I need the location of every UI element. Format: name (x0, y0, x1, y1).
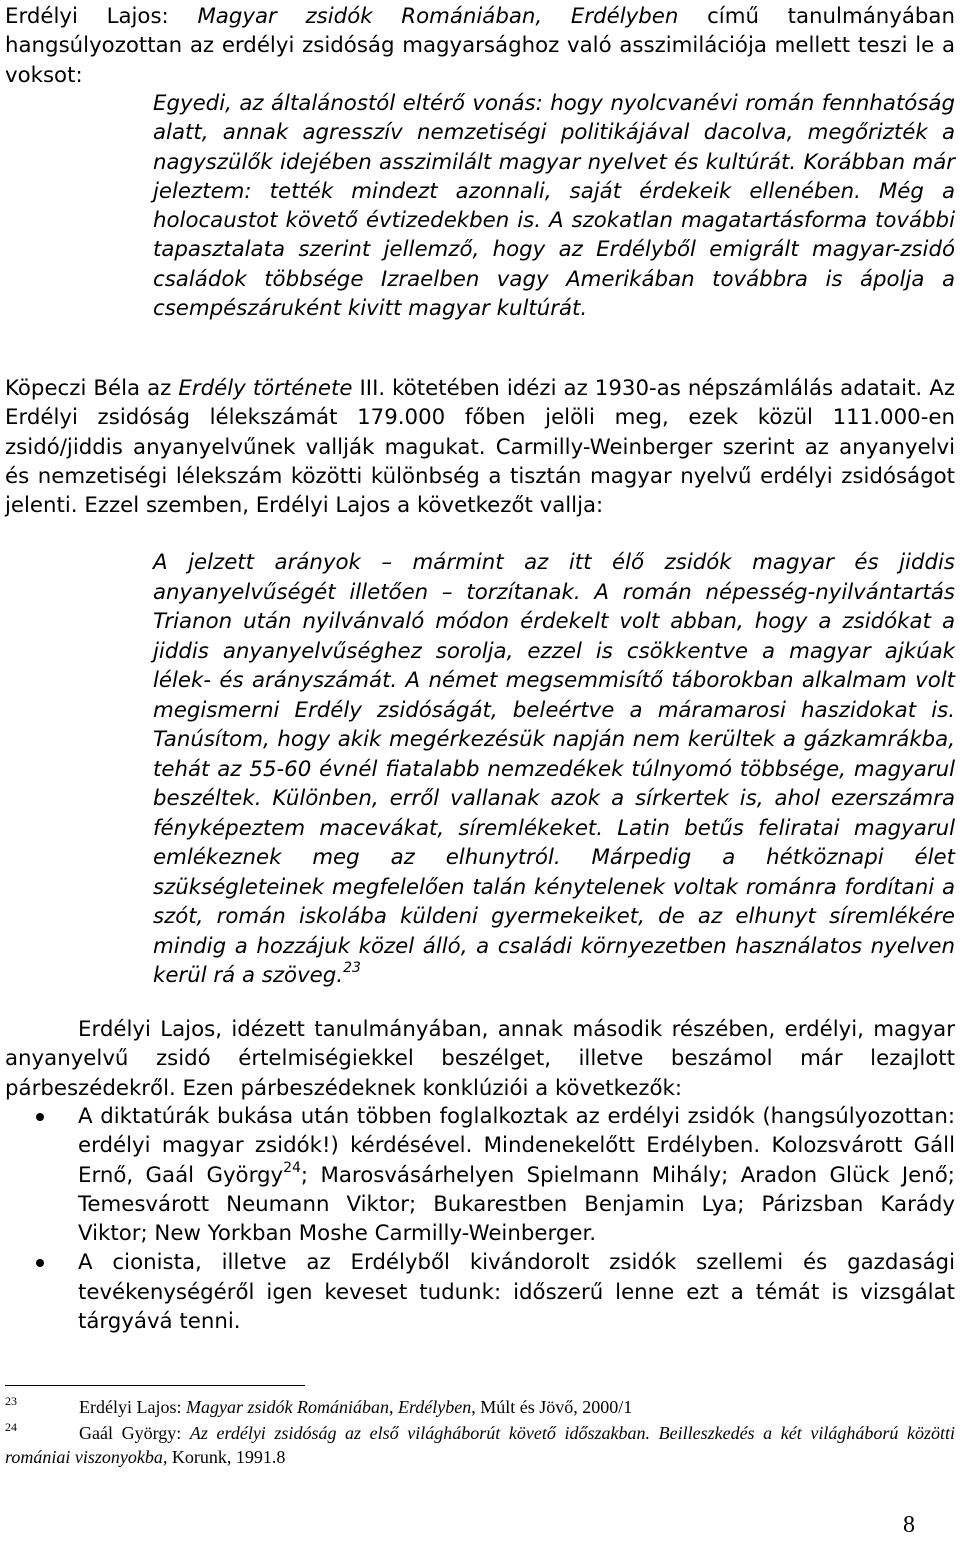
block-quote-1: Egyedi, az általánostól eltérő vonás: hogy nyolcvanévi román fennhatóság alatt, annak agresszív nemzetiségi politikájával dacolva, megőrizték a nagyszülők idejében asszimilált magyar nyelvet és kultúrát. Korábban már jeleztem: tették mindezt azonnali, saját érdekeik ellenében. Még a holocaustot követő évtizedekben is. A szokatlan magatartásforma további tapasztalata szerint jellemző, hogy az Erdélyből emigrált magyar-zsidó családok többsége Izraelben vagy Amerikában továbbra is ápolja a csempészáruként kivitt magyar kultúrát. (153, 91, 955, 322)
census-paragraph (5, 374, 955, 520)
bullet2-text: A cionista, illetve az Erdélyből kivándorolt zsidók szellemi és gazdasági tevékenységéről igen keveset tudunk: időszerű lenne ezt a témát is vizsgálat tárgyává tenni. (78, 1250, 955, 1335)
intro-text: című tanulmányában hangsúlyozottan az erdélyi zsidóság magyarsághoz való asszimilációja mellett teszi le a voksot: (5, 4, 955, 88)
bullet-icon (36, 1113, 44, 1121)
intro-work-title: Magyar zsidók Romániában, Erdélyben (197, 4, 679, 29)
census-book-title: Erdély története (178, 376, 353, 401)
footnote-author: Erdélyi Lajos: (79, 1397, 186, 1417)
footnote-ref-23[interactable]: 23 (343, 959, 361, 976)
footnote-number: 23 (5, 1394, 17, 1408)
list-item (0, 1102, 955, 1248)
intro-author: Erdélyi Lajos: (5, 4, 198, 29)
footnote-23 (5, 1395, 955, 1419)
footnote-title: Magyar zsidók Romániában, Erdélyben (185, 1397, 472, 1417)
footnote-source: Korunk, 1991.8 (167, 1447, 286, 1467)
census-text-start: Köpeczi Béla az (5, 376, 179, 401)
block-quote-2 (153, 548, 955, 991)
footnote-separator (5, 1385, 305, 1386)
footnote-number: 24 (5, 1420, 17, 1434)
footnote-ref-24[interactable]: 24 (283, 1159, 301, 1176)
page-number: 8 (903, 1512, 915, 1538)
footnote-author: Gaál György: (79, 1423, 190, 1443)
footnote-title: Az erdélyi zsidóság az első világháborút követő időszakban. Beilleszkedés a két világháború közötti romániai viszonyokba, (5, 1423, 955, 1467)
bullet1-text-a: A diktatúrák bukása után többen foglalkoztak az erdélyi zsidók (hangsúlyozottan: erdélyi magyar zsidók!) kérdésével. Mindenekelőtt Erdélyben. Kolozsvárott Gáll Ernő, Gaál György (78, 1104, 955, 1188)
conclusions-paragraph: Erdélyi Lajos, idézett tanulmányában, annak második részében, erdélyi, magyar anyanyelvű zsidó értelmiségiekkel beszélget, illetve beszámol már lezajlott párbeszédekről. Ezen párbeszédeknek konklúziói a következők: (5, 1017, 955, 1101)
bullet-icon (36, 1259, 44, 1267)
quote2-text: A jelzett arányok – mármint az itt élő zsidók magyar és jiddis anyanyelvűségét illetően – torzítanak. A román népesség-nyilvántartás Trianon után nyilvánvaló módon érdekelt volt abban, hogy a zsidókat a jiddis anyanyelvűséghez sorolja, ezzel is csökkentve a magyar ajkúak lélek- és arányszámát. A német megsemmisítő táborokban alkalmam volt megismerni Erdély zsidóságát, beleértve a máramarosi haszidokat is. Tanúsítom, hogy akik megérkezésük napján nem kerültek a gázkamrákba, tehát az 55-60 évnél fiatalabb nemzedékek túlnyomó többsége, magyarul beszéltek. Különben, erről vallanak azok a sírkertek is, ahol ezerszámra fényképeztem macevákat, síremlékeket. Latin betűs feliratai magyarul emlékeznek meg az elhunytról. Márpedig a hétköznapi élet szükségleteinek megfelelően talán kénytelenek voltak románra fordítani a szót, román iskolába küldeni gyermekeiket, de az elhunyt síremlékére mindig a hozzájuk közel álló, a családi környezetben használatos nyelven kerül rá a szöveg. (153, 550, 955, 988)
census-text-rest: III. kötetében idézi az 1930-as népszámlálás adatait. Az Erdélyi zsidóság lélekszámát 179.000 főben jelöli meg, ezek közül 111.000-en zsidó/jiddis anyanyelvűnek vallják magukat. Carmilly-Weinberger szerint az anyanyelvi és nemzetiségi lélekszám közötti különbség a tisztán magyar nyelvű erdélyi zsidóságot jelenti. Ezzel szemben, Erdélyi Lajos a következőt vallja: (5, 376, 955, 519)
bullet1-text-b: ; Marosvásárhelyen Spielmann Mihály; Aradon Glück Jenő; Temesvárott Neumann Viktor; Bukarestben Benjamin Lya; Párizsban Karády Viktor; New Yorkban Moshe Carmilly-Weinberger. (78, 1162, 955, 1247)
footnote-24 (5, 1421, 955, 1469)
conclusions-list (0, 1102, 955, 1336)
footnote-source: , Múlt és Jövő, 2000/1 (471, 1397, 633, 1417)
intro-paragraph (5, 2, 955, 90)
list-item (0, 1248, 955, 1336)
